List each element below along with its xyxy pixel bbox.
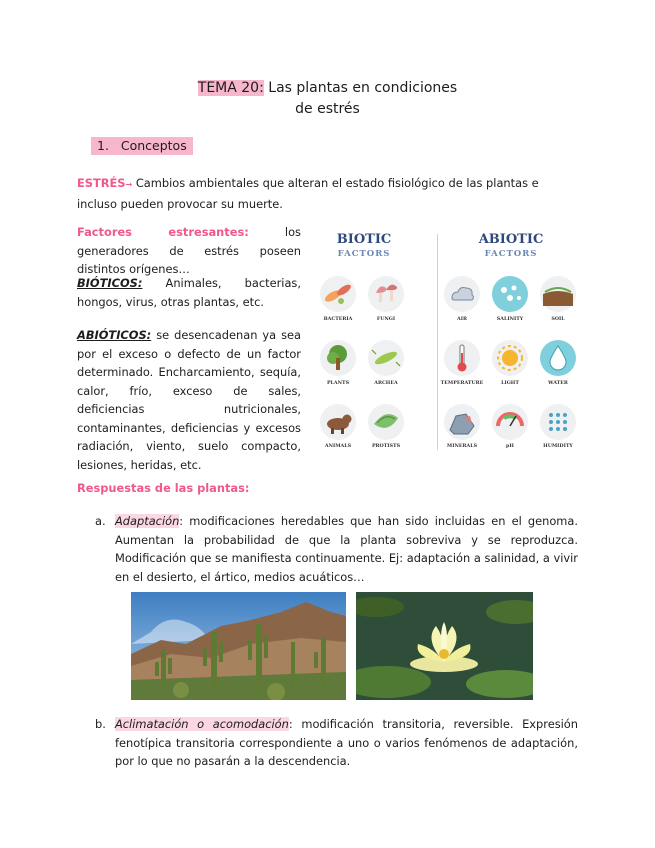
item-b-text	[115, 715, 578, 771]
biotic-label: FUNGI	[376, 316, 396, 322]
abiotic-label: SALINITY	[496, 316, 524, 322]
bioticos-term: BIÓTICOS:	[77, 276, 143, 290]
biotic-label: ANIMALS	[324, 443, 352, 449]
archea-icon	[368, 340, 404, 376]
water-icon	[540, 340, 576, 376]
abiotic-label: TEMPERATURE	[440, 380, 484, 386]
title-label: TEMA 20:	[197, 80, 264, 96]
factores-paragraph	[77, 223, 301, 279]
fungi-icon	[368, 276, 404, 312]
animals-icon	[320, 404, 356, 440]
factors-graphic	[316, 228, 586, 453]
abiotic-label: pH	[506, 443, 514, 449]
factors-divider	[437, 234, 438, 450]
bacteria-icon	[320, 276, 356, 312]
light-icon	[492, 340, 528, 376]
abiotic-label: MINERALS	[446, 443, 478, 449]
abiotic-label: HUMIDITY	[543, 443, 573, 449]
section-number: 1.	[97, 138, 109, 153]
item-a-term: Adaptación	[115, 514, 180, 528]
air-icon	[444, 276, 480, 312]
abiotic-subtitle: FACTORS	[484, 249, 538, 259]
bioticos-text: Animales, bacterias, hongos, virus, otras plantas, etc.	[77, 276, 301, 309]
abioticos-text: se desencadenan ya sea por el exceso o defecto de un factor determinado. Encharcamiento, sequía, calor, frío, exceso de sales, deficiencias nutricionales, contaminantes, deficiencias y excesos radiación, viento, suelo compacto, lesiones, heridas, etc.	[77, 328, 301, 472]
title-line2: de estrés	[295, 101, 360, 117]
respuestas-heading: Respuestas de las plantas:	[77, 481, 250, 495]
abiotic-label: SOIL	[551, 316, 565, 322]
abiotic-label: LIGHT	[501, 380, 519, 386]
estres-definition	[77, 174, 577, 213]
minerals-icon	[444, 404, 480, 440]
biotic-label: PROTISTS	[371, 443, 401, 449]
item-b-body: : modificación transitoria, reversible. Expresión fenotípica transitoria correspondiente a uno o varios fenómenos de adaptación, por lo que no pasarán a la descendencia.	[115, 717, 578, 768]
ph-icon	[492, 404, 528, 440]
abiotic-label: WATER	[548, 380, 568, 386]
item-b-term: Aclimatación o acomodación	[115, 717, 289, 731]
water-lily-photo	[356, 592, 533, 700]
abioticos-paragraph	[77, 326, 301, 474]
protists-icon	[368, 404, 404, 440]
item-a-letter: a.	[95, 514, 106, 528]
item-b-letter: b.	[95, 717, 106, 731]
biotic-label: PLANTS	[326, 380, 350, 386]
section-heading-conceptos	[91, 137, 193, 155]
abioticos-term: ABIÓTICOS:	[77, 328, 152, 342]
factores-term: Factores estresantes:	[77, 225, 249, 239]
biotic-title: BIOTIC	[336, 232, 392, 247]
title-rest: Las plantas en condiciones	[263, 80, 458, 96]
item-a-body: : modificaciones heredables que han sido incluidas en el genoma. Aumentan la probabilidad de que la planta sobreviva y se reproduzca. Modificación que se manifiesta continuamente. Ej: adaptación a salinidad, a vivir en el desierto, el ártico, medios acuáticos…	[115, 514, 578, 584]
abiotic-title: ABIOTIC	[478, 232, 544, 247]
factores-text: los generadores de estrés poseen distintos orígenes…	[77, 225, 301, 276]
temperature-icon	[444, 340, 480, 376]
section-label: Conceptos	[120, 138, 187, 153]
estres-term: ESTRÉS	[77, 176, 126, 190]
item-a-text	[115, 512, 578, 586]
biotic-label: ARCHEA	[374, 380, 398, 386]
abiotic-label: AIR	[457, 316, 467, 322]
desert-cactus-photo	[131, 592, 346, 700]
soil-icon	[540, 276, 576, 312]
humidity-icon	[540, 404, 576, 440]
arrow-icon: →	[125, 180, 133, 189]
plants-icon	[320, 340, 356, 376]
page-title	[0, 78, 655, 120]
biotic-label: BACTERIA	[323, 316, 353, 322]
salinity-icon	[492, 276, 528, 312]
bioticos-paragraph	[77, 274, 301, 311]
biotic-subtitle: FACTORS	[337, 249, 391, 259]
estres-text: Cambios ambientales que alteran el estado fisiológico de las plantas e incluso pueden provocar su muerte.	[77, 176, 539, 211]
